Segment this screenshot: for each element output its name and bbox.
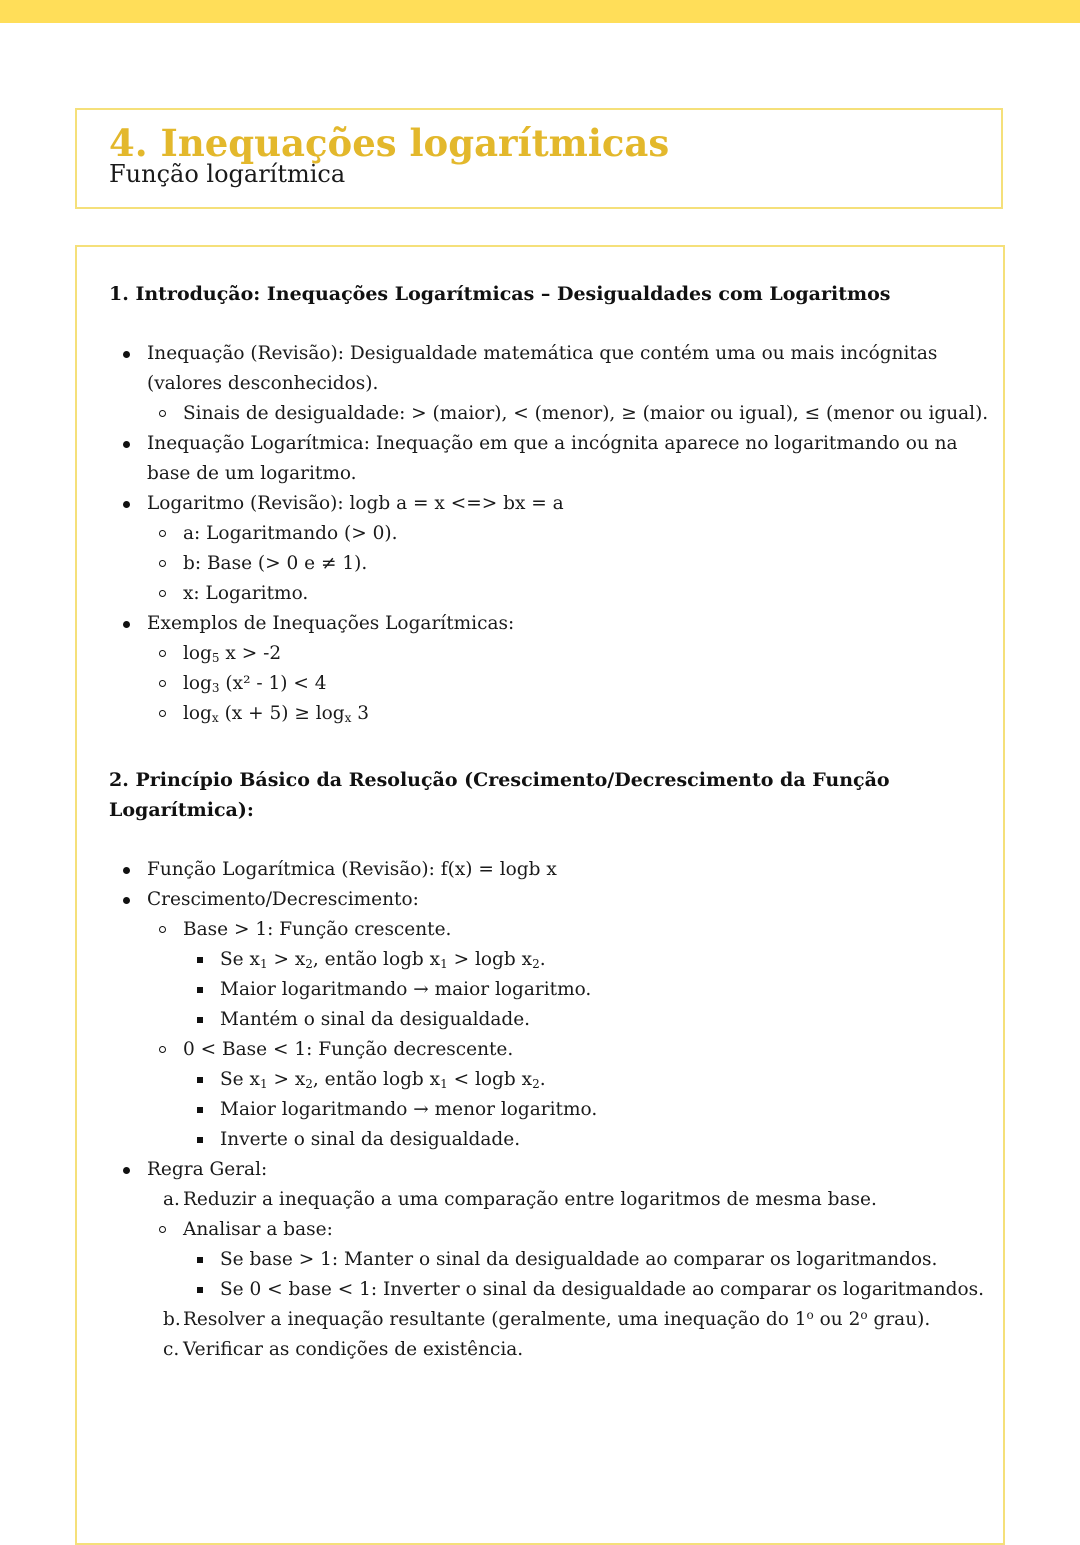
section1-heading: 1. Introdução: Inequações Logarítmicas – Desigualdades com Logaritmos bbox=[109, 283, 891, 305]
section1-list bbox=[109, 339, 989, 729]
list-item: a. Reduzir a inequação a uma comparação entre logaritmos de mesma base. bbox=[109, 1185, 969, 1215]
title-box bbox=[75, 108, 1003, 209]
page-subtitle: Função logarítmica bbox=[109, 160, 346, 188]
list-item: 0 < Base < 1: Função decrescente. bbox=[109, 1035, 969, 1065]
list-item: Exemplos de Inequações Logarítmicas: bbox=[109, 609, 969, 639]
list-item: Mantém o sinal da desigualdade. bbox=[109, 1005, 969, 1035]
list-item: Inequação (Revisão): Desigualdade matemática que contém uma ou mais incógnitas (valores desconhecidos). bbox=[109, 339, 969, 399]
top-accent-bar bbox=[0, 0, 1080, 23]
list-item: Se 0 < base < 1: Inverter o sinal da desigualdade ao comparar os logaritmandos. bbox=[109, 1275, 969, 1305]
list-item: Inverte o sinal da desigualdade. bbox=[109, 1125, 969, 1155]
list-item: x: Logaritmo. bbox=[109, 579, 969, 609]
list-item: Se base > 1: Manter o sinal da desigualdade ao comparar os logaritmandos. bbox=[109, 1245, 969, 1275]
list-item: Analisar a base: bbox=[109, 1215, 969, 1245]
list-item: a: Logaritmando (> 0). bbox=[109, 519, 969, 549]
example-3: $\log_x (x + 5) \ge \log_x 3$ bbox=[109, 699, 969, 729]
list-item: Sinais de desigualdade: > (maior), < (menor), ≥ (maior ou igual), ≤ (menor ou igual). bbox=[109, 399, 969, 429]
list-item: b: Base (> 0 e ≠ 1). bbox=[109, 549, 969, 579]
content-box bbox=[75, 245, 1005, 1545]
example-1: $\log_5 x > -2$ bbox=[109, 639, 969, 669]
list-item: Maior logaritmando → menor logaritmo. bbox=[109, 1095, 969, 1125]
list-item: Se $x_1 > x_2$, então logb $x_1 > \log b$ $x_2$. bbox=[109, 945, 969, 975]
list-item: Maior logaritmando → maior logaritmo. bbox=[109, 975, 969, 1005]
list-item: b. Resolver a inequação resultante (geralmente, uma inequação do 1$^o$ ou 2$^o$ grau). bbox=[109, 1305, 969, 1335]
example-2: $\log_3 (x^2 - 1) < 4$ bbox=[109, 669, 969, 699]
list-marker: c. bbox=[163, 1339, 180, 1360]
list-item: Crescimento/Decrescimento: bbox=[109, 885, 969, 915]
content-inner bbox=[109, 279, 989, 1365]
page-title: 4. Inequações logarítmicas bbox=[109, 121, 670, 165]
list-item: Regra Geral: bbox=[109, 1155, 969, 1185]
list-marker: b. bbox=[163, 1309, 181, 1330]
list-item: Inequação Logarítmica: Inequação em que a incógnita aparece no logaritmando ou na base de um logaritmo. bbox=[109, 429, 969, 489]
list-item: Função Logarítmica (Revisão): f(x) = logb x bbox=[109, 855, 969, 885]
list-item: c. Verificar as condições de existência. bbox=[109, 1335, 969, 1365]
list-marker: a. bbox=[163, 1189, 180, 1210]
section2-list bbox=[109, 855, 984, 1365]
list-item: Se $x_1 > x_2$, então logb $x_1 < \log b$ $x_2$. bbox=[109, 1065, 969, 1095]
section2-heading: 2. Princípio Básico da Resolução (Crescimento/Decrescimento da Função Logarítmica): bbox=[109, 769, 890, 821]
list-item: Logaritmo (Revisão): logb a = x <=> bx = a bbox=[109, 489, 969, 519]
list-item: Base > 1: Função crescente. bbox=[109, 915, 969, 945]
